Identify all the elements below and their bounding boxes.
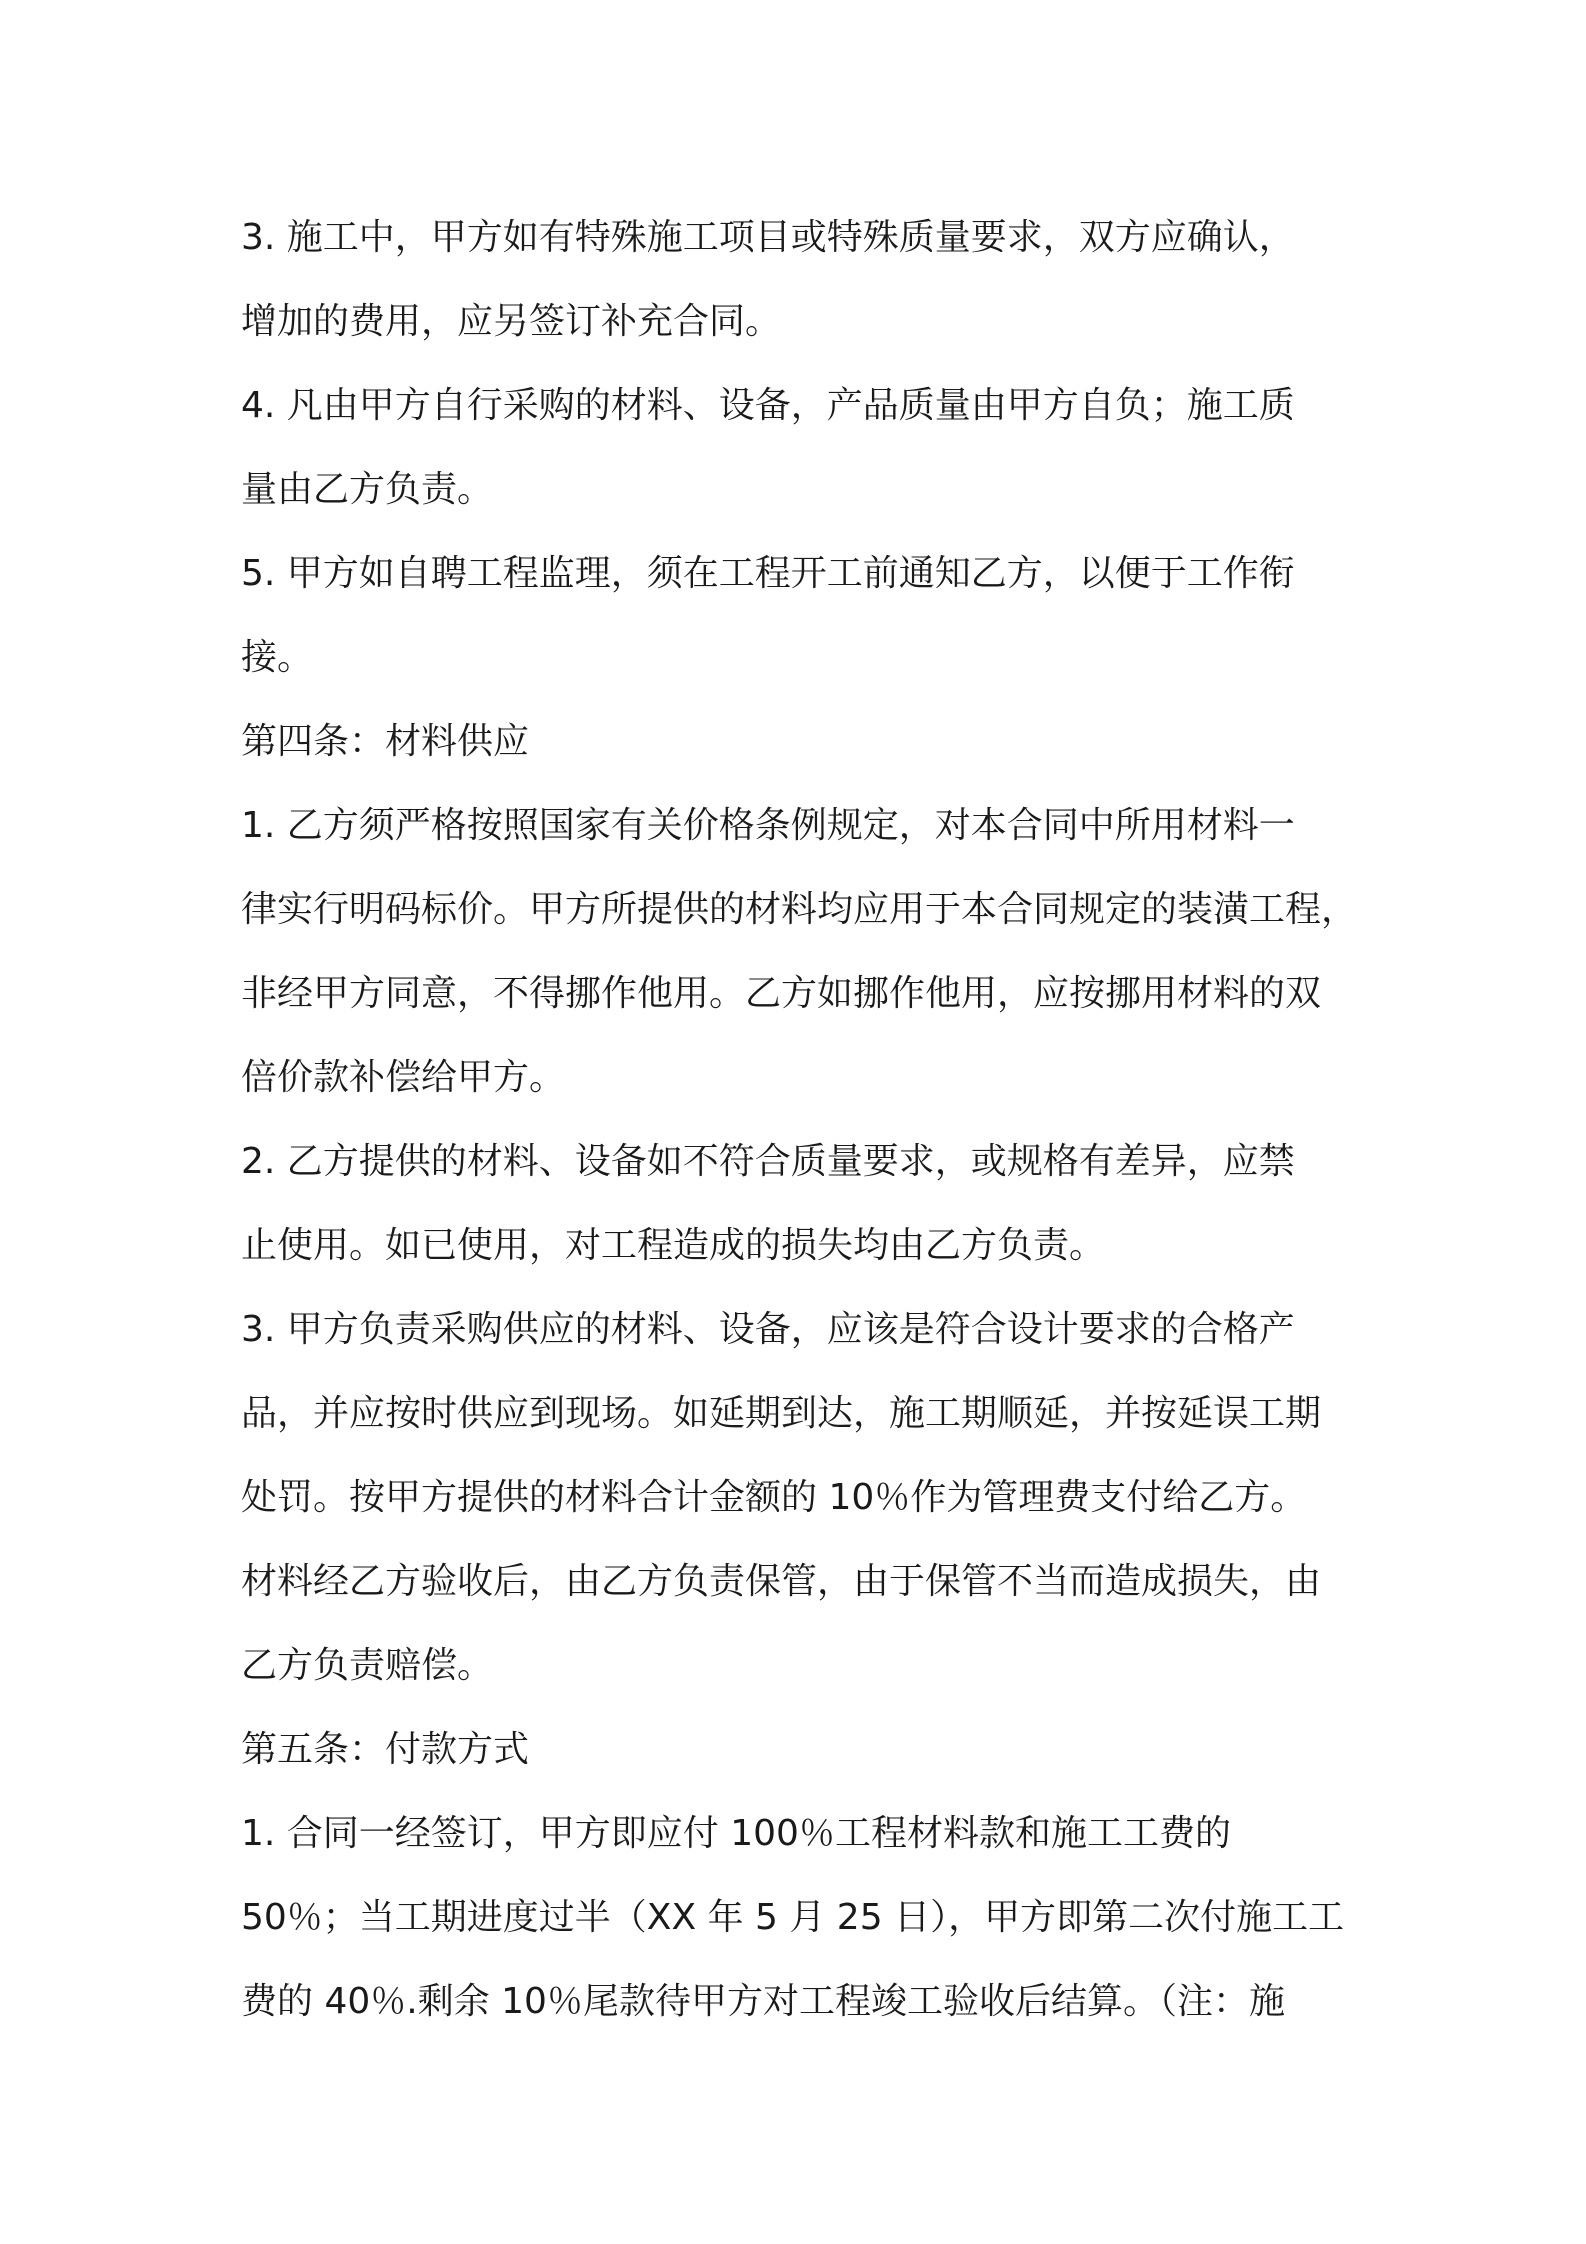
text-line: 处罚。按甲方提供的材料合计金额的 10％作为管理费支付给乙方。 (241, 1477, 1307, 1518)
text-line: 5. 甲方如自聘工程监理，须在工程开工前通知乙方，以便于工作衔 (241, 553, 1295, 594)
text-line: 1. 合同一经签订，甲方即应付 100％工程材料款和施工工费的 (241, 1813, 1231, 1854)
text-line: 接。 (241, 637, 314, 678)
text-line: 增加的费用，应另签订补充合同。 (241, 301, 782, 342)
text-line: 4. 凡由甲方自行采购的材料、设备，产品质量由甲方自负；施工质 (241, 385, 1295, 426)
text-line: 材料经乙方验收后，由乙方负责保管，由于保管不当而造成损失，由 (241, 1561, 1322, 1602)
section-heading: 第四条：材料供应 (241, 721, 530, 762)
text-line: 费的 40％.剩余 10％尾款待甲方对工程竣工验收后结算。（注：施 (241, 1981, 1285, 2022)
text-line: 乙方负责赔偿。 (241, 1645, 494, 1686)
text-line: 1. 乙方须严格按照国家有关价格条例规定，对本合同中所用材料一 (241, 805, 1295, 846)
text-line: 50％；当工期进度过半（XX 年 5 月 25 日），甲方即第二次付施工工 (241, 1897, 1345, 1938)
text-line: 倍价款补偿给甲方。 (241, 1057, 566, 1098)
text-line: 2. 乙方提供的材料、设备如不符合质量要求，或规格有差异，应禁 (241, 1141, 1295, 1182)
section-heading: 第五条：付款方式 (241, 1729, 530, 1770)
text-line: 3. 甲方负责采购供应的材料、设备，应该是符合设计要求的合格产 (241, 1309, 1295, 1350)
text-line: 非经甲方同意，不得挪作他用。乙方如挪作他用，应按挪用材料的双 (241, 973, 1322, 1014)
text-line: 律实行明码标价。甲方所提供的材料均应用于本合同规定的装潢工程， (241, 889, 1358, 930)
text-line: 品，并应按时供应到现场。如延期到达，施工期顺延，并按延误工期 (241, 1393, 1322, 1434)
text-line: 止使用。如已使用，对工程造成的损失均由乙方负责。 (241, 1225, 1106, 1266)
text-line: 3. 施工中，甲方如有特殊施工项目或特殊质量要求，双方应确认， (241, 217, 1295, 258)
document-body (241, 196, 1361, 2044)
text-line: 量由乙方负责。 (241, 469, 494, 510)
